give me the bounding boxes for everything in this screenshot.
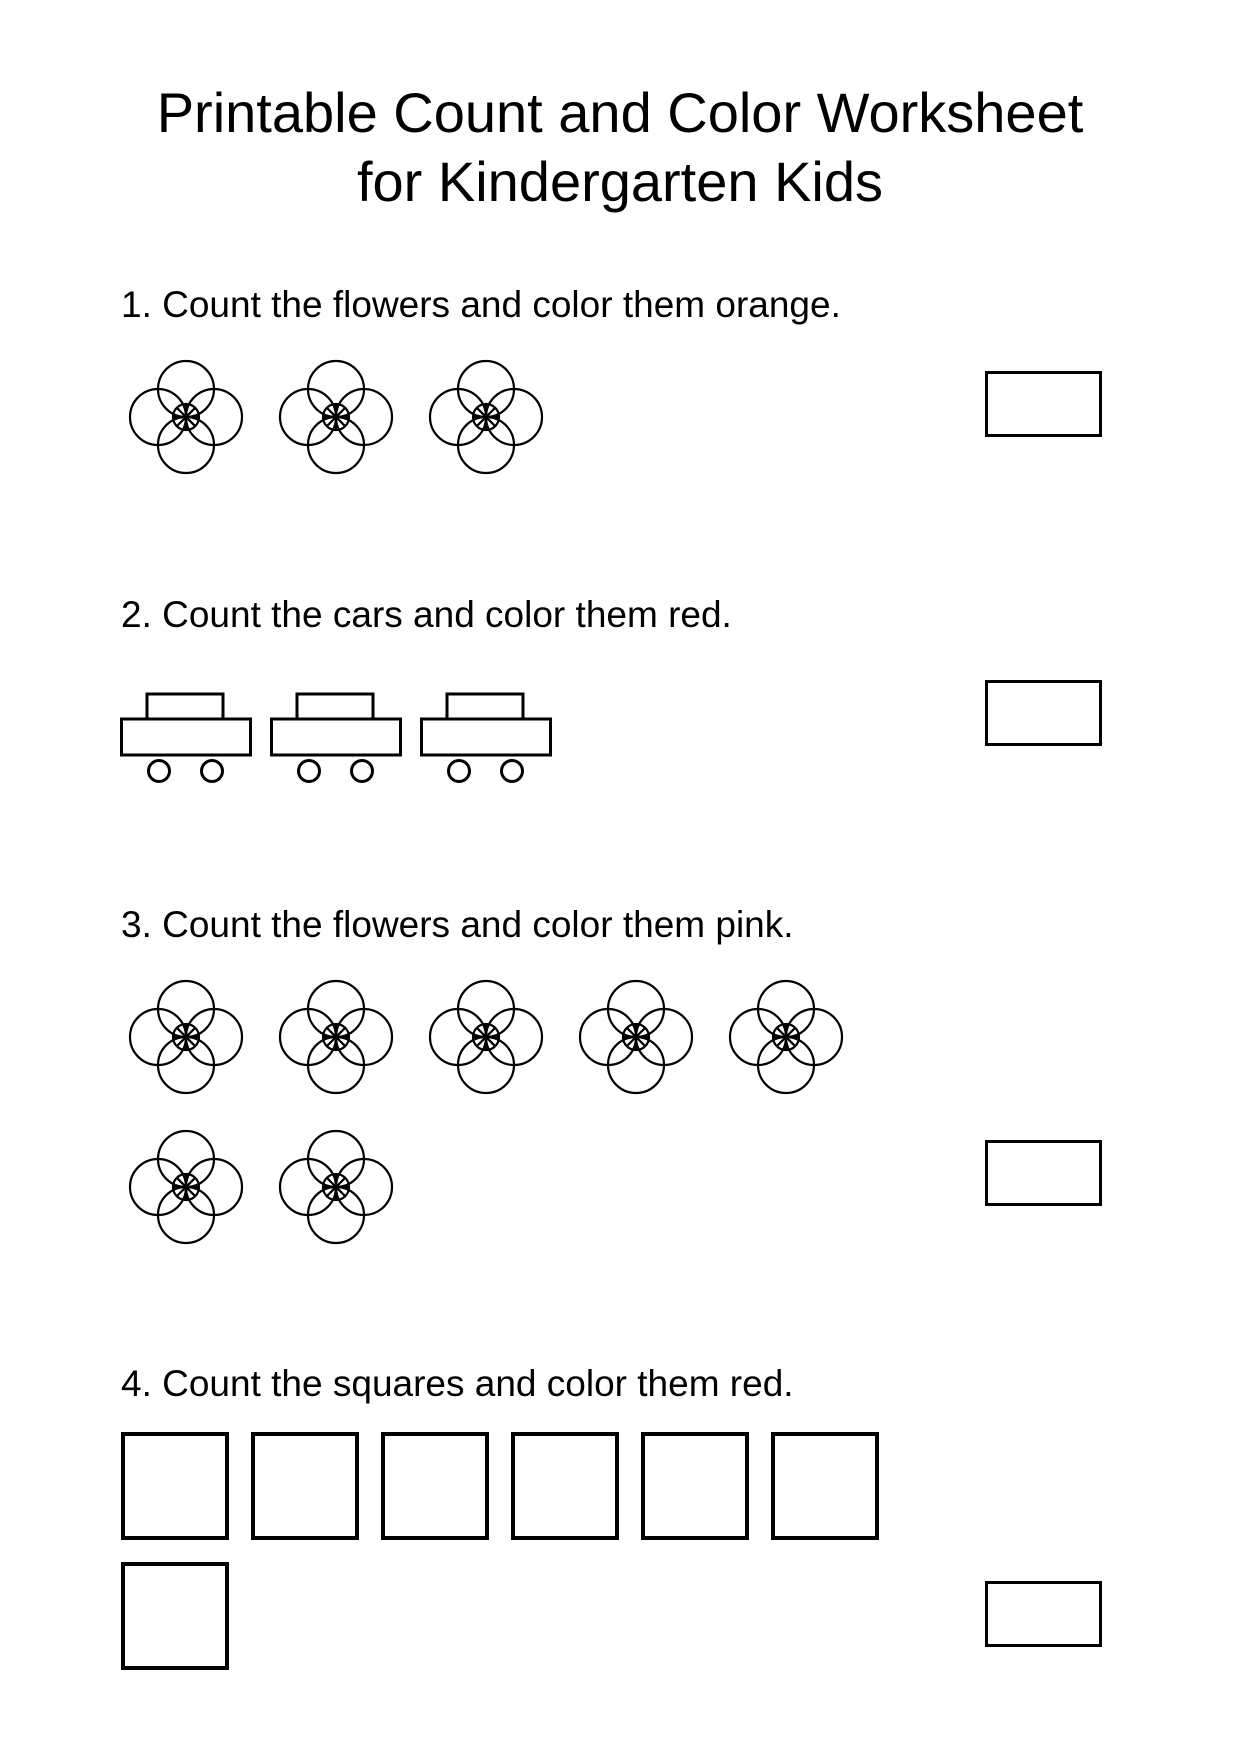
flower-icon: [427, 358, 545, 476]
answer-box-2[interactable]: [985, 680, 1102, 746]
question-1-text: 1. Count the flowers and color them orange.: [121, 284, 841, 325]
square-shape: [121, 1562, 229, 1670]
question-3-text: 3. Count the flowers and color them pink.: [121, 904, 794, 945]
flower-icon: [277, 978, 395, 1096]
car-icon: [270, 692, 402, 784]
square-shape: [511, 1432, 619, 1540]
question-4-text: 4. Count the squares and color them red.: [121, 1363, 794, 1404]
answer-box-1[interactable]: [985, 371, 1102, 437]
car-icon: [420, 692, 552, 784]
flower-icon: [277, 1128, 395, 1246]
page-title-line-2: for Kindergarten Kids: [356, 150, 884, 213]
page-title-line-1: Printable Count and Color Worksheet: [156, 81, 1084, 144]
square-shape: [771, 1432, 879, 1540]
page-title: [0, 78, 1240, 216]
car-icon: [120, 692, 252, 784]
flower-icon: [427, 978, 545, 1096]
question-2-text: 2. Count the cars and color them red.: [121, 594, 732, 635]
answer-box-4[interactable]: [985, 1581, 1102, 1647]
square-shape: [381, 1432, 489, 1540]
flower-icon: [127, 978, 245, 1096]
square-shape: [251, 1432, 359, 1540]
square-shape: [121, 1432, 229, 1540]
flower-icon: [127, 358, 245, 476]
flower-icon: [727, 978, 845, 1096]
flower-icon: [277, 358, 395, 476]
square-shape: [641, 1432, 749, 1540]
flower-icon: [577, 978, 695, 1096]
answer-box-3[interactable]: [985, 1140, 1102, 1206]
flower-icon: [127, 1128, 245, 1246]
